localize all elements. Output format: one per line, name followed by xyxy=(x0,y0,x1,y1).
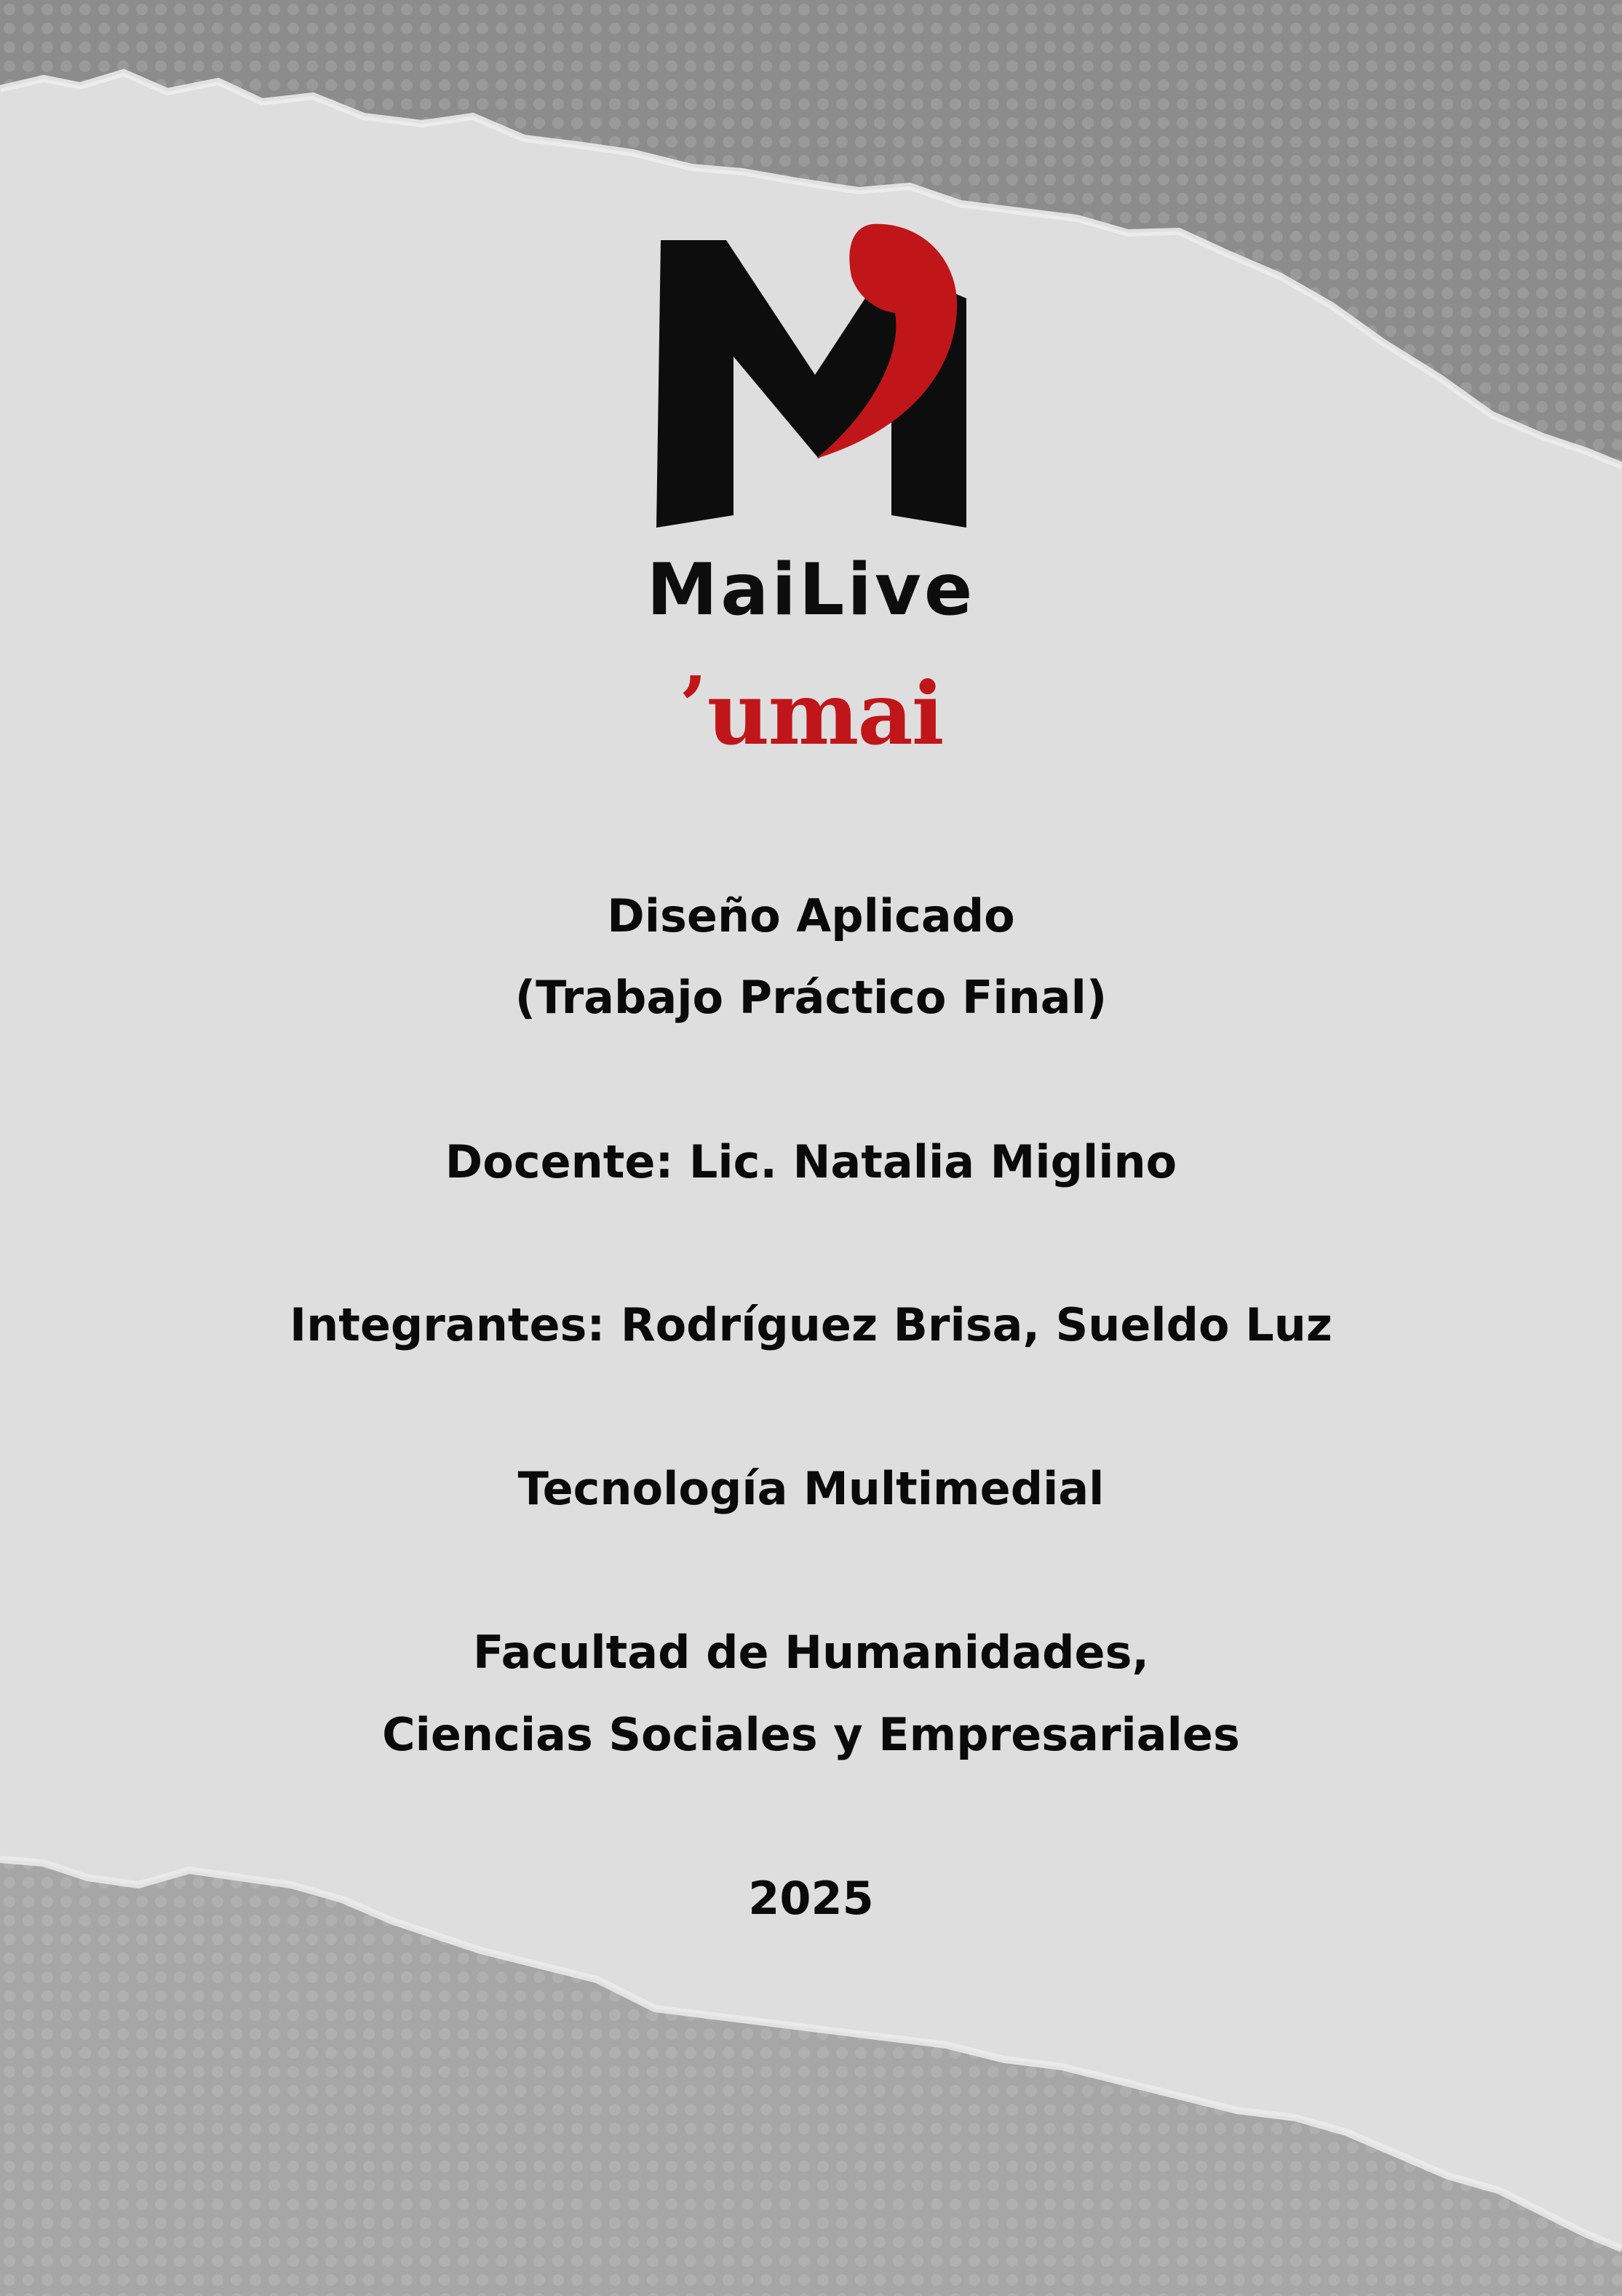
program-line: Tecnología Multimedial xyxy=(517,1462,1105,1515)
umai-comma-icon: ’ xyxy=(679,659,706,752)
course-subtitle: (Trabajo Práctico Final) xyxy=(514,971,1108,1024)
year: 2025 xyxy=(748,1872,874,1925)
teacher-line: Docente: Lic. Natalia Miglino xyxy=(445,1135,1177,1188)
faculty-line-2: Ciencias Sociales y Empresariales xyxy=(382,1708,1240,1761)
course-title: Diseño Aplicado xyxy=(607,889,1015,942)
umai-logo-text: umai xyxy=(707,663,943,764)
members-line: Integrantes: Rodríguez Brisa, Sueldo Luz xyxy=(290,1298,1332,1351)
mailive-logo-icon xyxy=(640,218,975,539)
faculty-line-1: Facultad de Humanidades, xyxy=(472,1626,1150,1679)
umai-logo xyxy=(0,659,1622,764)
brand-name: MaiLive xyxy=(646,549,976,632)
